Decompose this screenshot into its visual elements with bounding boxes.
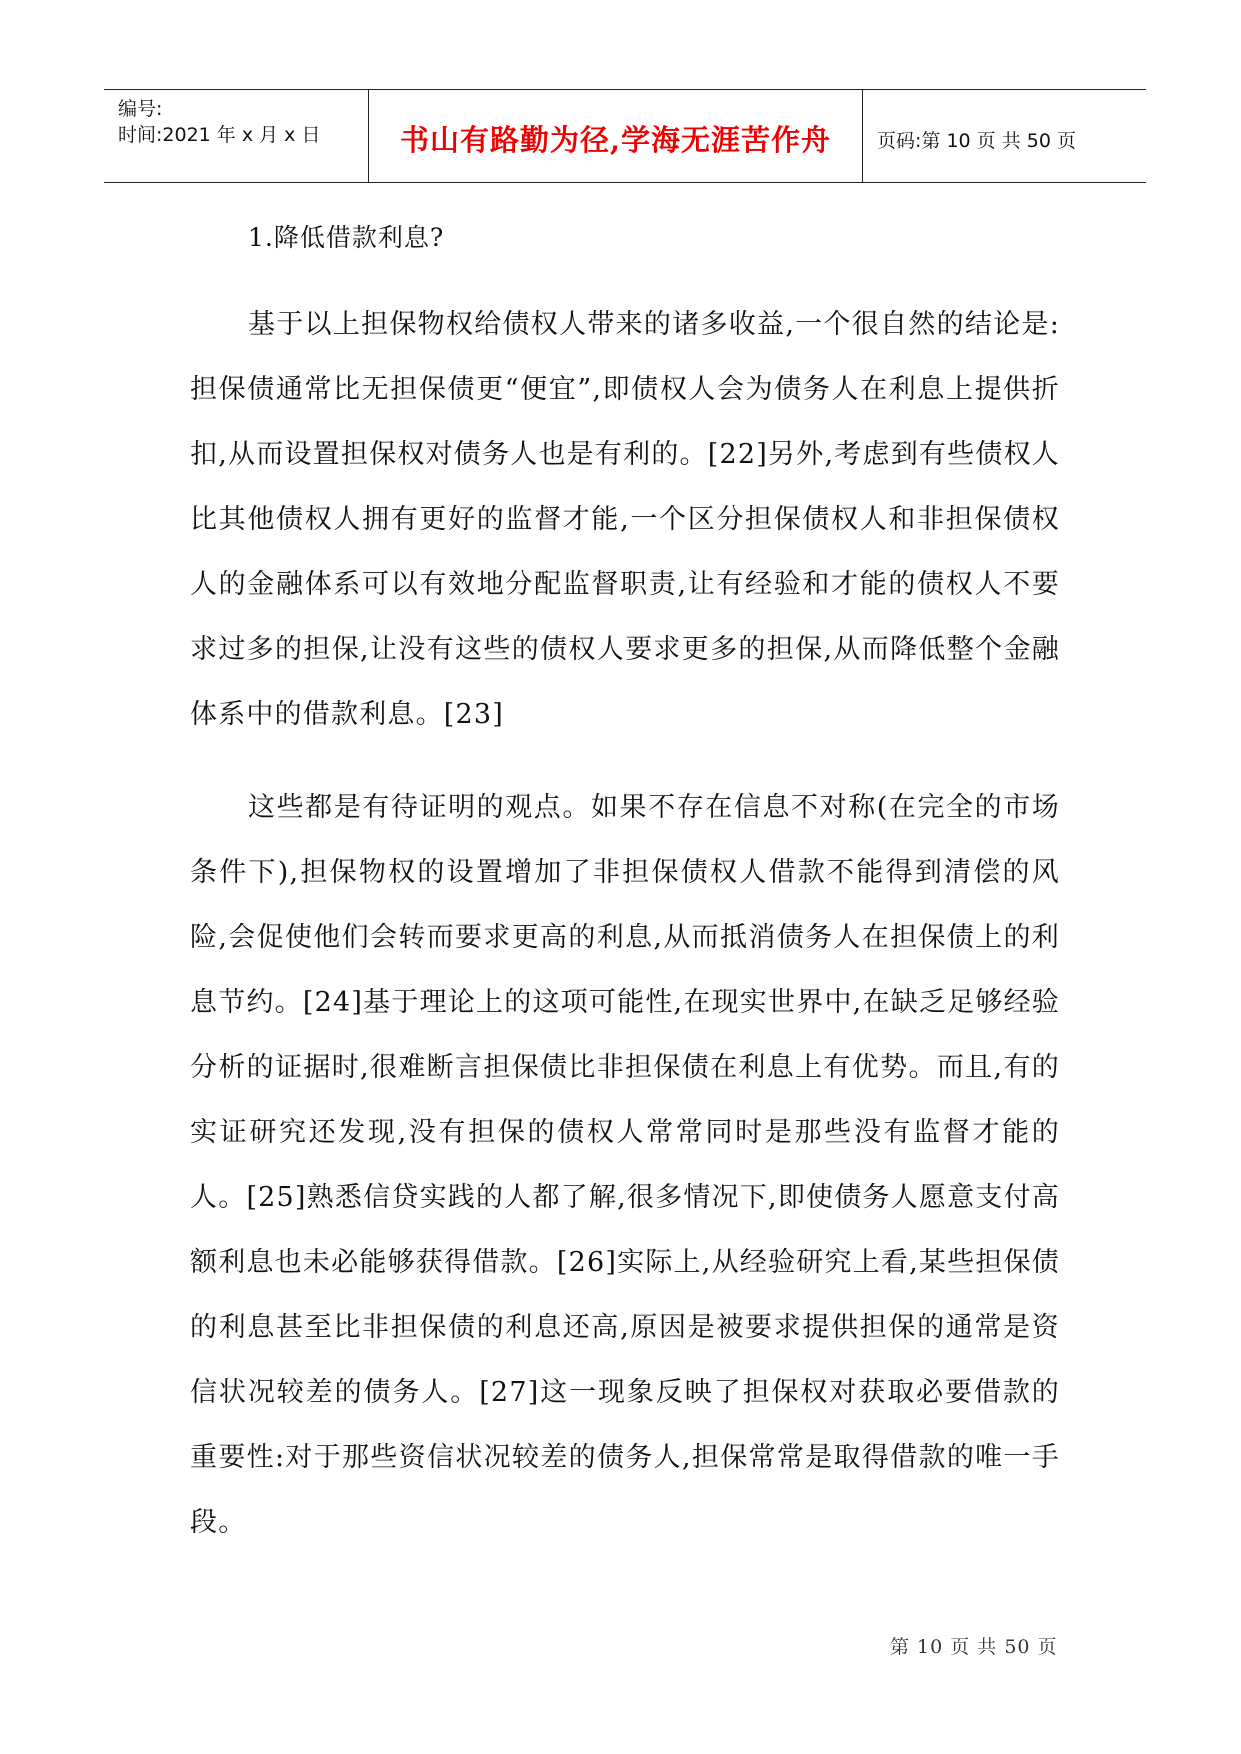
header-motto-cell bbox=[369, 90, 863, 182]
section-heading: 1.降低借款利息? bbox=[248, 223, 445, 252]
header-page-cell bbox=[863, 90, 1146, 182]
page-footer: 第 10 页 共 50 页 bbox=[890, 1636, 1058, 1658]
header-meta-cell bbox=[104, 90, 369, 182]
header-motto: 书山有路勤为径,学海无涯苦作舟 bbox=[399, 123, 832, 157]
header-page-number: 页码:第 10 页 共 50 页 bbox=[877, 130, 1076, 152]
body-paragraph: 基于以上担保物权给债权人带来的诸多收益,一个很自然的结论是:担保债通常比无担保债更“便宜”,即债权人会为债务人在利息上提供折扣,从而设置担保权对债务人也是有利的。[22]另外,考虑到有些债权人比其他债权人拥有更好的监督才能,一个区分担保债权人和非担保债权人的金融体系可以有效地分配监督职责,让有经验和才能的债权人不要求过多的担保,让没有这些的债权人要求更多的担保,从而降低整个金融体系中的借款利息。[23] bbox=[190, 309, 1060, 730]
document-number-label: 编号: bbox=[118, 98, 163, 120]
body-paragraph: 这些都是有待证明的观点。如果不存在信息不对称(在完全的市场条件下),担保物权的设置增加了非担保债权人借款不能得到清偿的风险,会促使他们会转而要求更高的利息,从而抵消债务人在担保债上的利息节约。[24]基于理论上的这项可能性,在现实世界中,在缺乏足够经验分析的证据时,很难断言担保债比非担保债在利息上有优势。而且,有的实证研究还发现,没有担保的债权人常常同时是那些没有监督才能的人。[25]熟悉信贷实践的人都了解,很多情况下,即使债务人愿意支付高额利息也未必能够获得借款。[26]实际上,从经验研究上看,某些担保债的利息甚至比非担保债的利息还高,原因是被要求提供担保的通常是资信状况较差的债务人。[27]这一现象反映了担保权对获取必要借款的重要性:对于那些资信状况较差的债务人,担保常常是取得借款的唯一手段。 bbox=[190, 792, 1060, 1538]
document-time-label: 时间:2021 年 x 月 x 日 bbox=[118, 124, 321, 146]
document-body bbox=[190, 222, 1060, 1583]
document-header bbox=[104, 89, 1146, 183]
